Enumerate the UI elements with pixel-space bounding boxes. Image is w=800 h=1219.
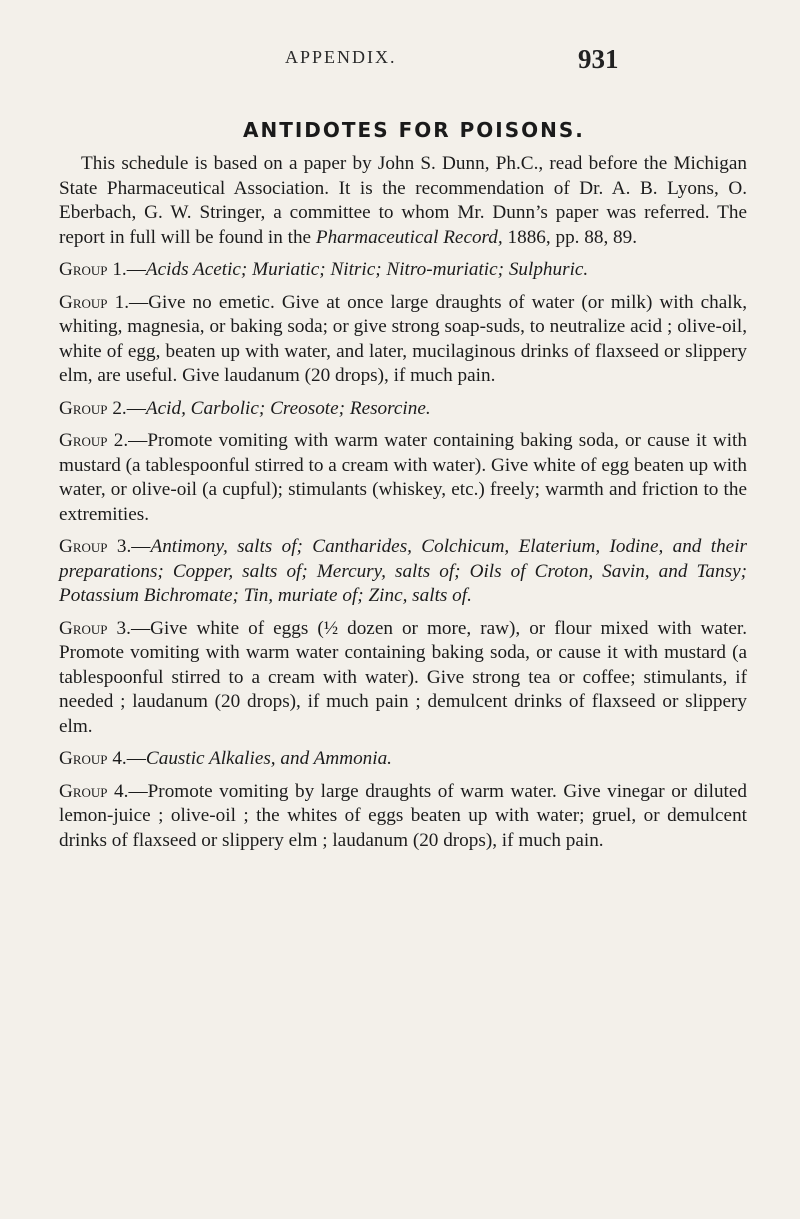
group-label: Group 1. xyxy=(59,259,127,280)
group-poisons: Acids Acetic; Muriatic; Nitric; Nitro-muriatic; Sulphuric. xyxy=(145,259,589,280)
group-4-heading: Group 4.—Caustic Alkalies, and Ammonia. xyxy=(59,748,392,769)
group-3-heading: Group 3.—Antimony, salts of; Cantharides, Colchicum, Elaterium, Iodine, and their preparations; Copper, salts of; Mercury, salts of; Oils of Croton, Savin, and Tansy; Potassium Bichromate; Tin, muriate of; Zinc, salts of. xyxy=(59,536,747,606)
group-poisons: Antimony, salts of; Cantharides, Colchicum, Elaterium, Iodine, and their preparations; Copper, salts of; Mercury, salts of; Oils of Croton, Savin, and Tansy; Potassium Bichromate; Tin, muriate of; Zinc, salts of. xyxy=(59,536,747,606)
group-4-treatment: Group 4.—Promote vomiting by large draughts of warm water. Give vinegar or diluted lemon-juice ; olive-oil ; the whites of eggs beaten up with water; gruel, or demulcent drinks of flaxseed or slippery elm ; laudanum (20 drops), if much pain. xyxy=(59,780,748,851)
group-label: Group 4. xyxy=(59,748,127,769)
group-1-heading: Group 1.—Acids Acetic; Muriatic; Nitric; Nitro-muriatic; Sulphuric. xyxy=(59,259,589,280)
intro-citation: 1886, pp. 88, 89. xyxy=(502,226,638,248)
group-label: Group 1. xyxy=(59,291,129,313)
group-label: Group 2. xyxy=(59,397,127,419)
group-treatment: Give white of eggs (½ dozen or more, raw), or flour mixed with water. Promote vomiting with warm water containing baking soda, or cause it with mustard (a tablespoonful stirred to a cream with water). Give strong tea or coffee; stimulants, if needed ; laudanum (20 drops), if much pain ; demulcent drinks of flaxseed or slippery elm. xyxy=(59,617,747,737)
group-label: Group 3. xyxy=(59,536,132,557)
group-treatment: Promote vomiting by large draughts of warm water. Give vinegar or diluted lemon-juice ; olive-oil ; the whites of eggs beaten up with water; gruel, or demulcent drinks of flaxseed or slippery elm ; laudanum (20 drops), if much pain. xyxy=(59,780,748,851)
page-title: ANTIDOTES FOR POISONS. xyxy=(243,118,585,142)
intro-text: This schedule is based on a paper by John S. Dunn, Ph.C., read before the Michigan State Pharmaceutical Association. It is the recommendation of Dr. A. B. Lyons, O. Eberbach, G. W. Stringer, a committee to whom Mr. Dunn’s paper was referred. The report in full will be found in the xyxy=(59,153,747,248)
intro-paragraph xyxy=(59,152,747,250)
running-header: APPENDIX. xyxy=(285,47,397,67)
page-number: 931 xyxy=(578,44,619,74)
intro-journal-title: Pharmaceutical Record, xyxy=(315,226,503,248)
group-3-treatment: Group 3.—Give white of eggs (½ dozen or more, raw), or flour mixed with water. Promote vomiting with warm water containing baking soda, or cause it with mustard (a tablespoonful stirred to a cream with water). Give strong tea or coffee; stimulants, if needed ; laudanum (20 drops), if much pain ; demulcent drinks of flaxseed or slippery elm. xyxy=(59,617,747,737)
group-poisons: Acid, Carbolic; Creosote; Resorcine. xyxy=(145,397,431,419)
body-text xyxy=(59,152,747,861)
group-1-treatment: Group 1.—Give no emetic. Give at once large draughts of water (or milk) with chalk, whiting, magnesia, or baking soda; or give strong soap-suds, to neutralize acid ; olive-oil, white of egg, beaten up with water, and later, mucilaginous drinks of flaxseed or slippery elm, are useful. Give laudanum (20 drops), if much pain. xyxy=(59,291,747,386)
group-treatment: Give no emetic. Give at once large draughts of water (or milk) with chalk, whiting, magnesia, or baking soda; or give strong soap-suds, to neutralize acid ; olive-oil, white of egg, beaten up with water, and later, mucilaginous drinks of flaxseed or slippery elm, are useful. Give laudanum (20 drops), if much pain. xyxy=(59,291,747,386)
group-label: Group 2. xyxy=(59,430,129,451)
group-label: Group 3. xyxy=(59,617,131,639)
group-poisons: Caustic Alkalies, and Ammonia. xyxy=(145,748,392,769)
group-treatment: Promote vomiting with warm water containing baking soda, or cause it with mustard (a tablespoonful stirred to a cream with water). Give white of egg beaten up with water, or olive-oil (a cupful); stimulants (whiskey, etc.) freely; warmth and friction to the extremities. xyxy=(59,430,747,525)
group-2-treatment: Group 2.—Promote vomiting with warm water containing baking soda, or cause it with mustard (a tablespoonful stirred to a cream with water). Give white of egg beaten up with water, or olive-oil (a cupful); stimulants (whiskey, etc.) freely; warmth and friction to the extremities. xyxy=(59,430,747,525)
group-label: Group 4. xyxy=(59,780,129,802)
group-2-heading: Group 2.—Acid, Carbolic; Creosote; Resorcine. xyxy=(59,397,431,419)
